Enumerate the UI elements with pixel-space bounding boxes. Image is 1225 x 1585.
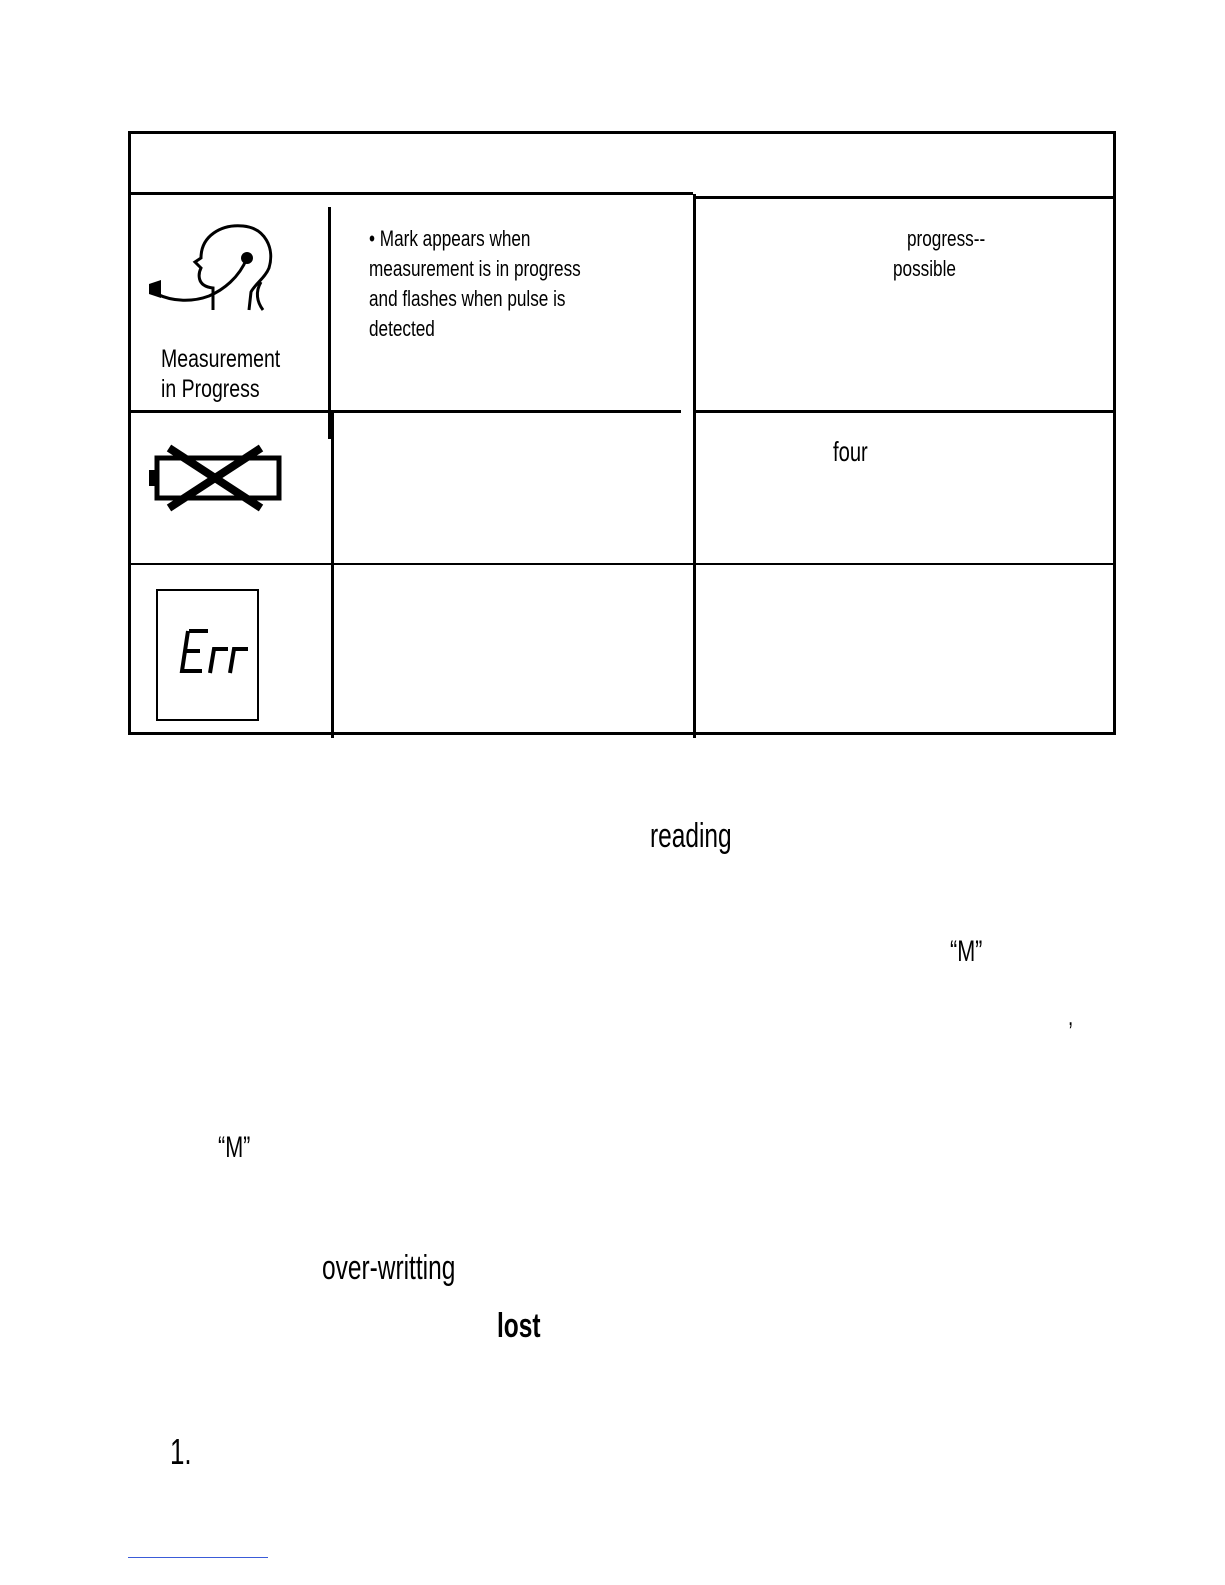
battery-low-icon <box>147 444 287 514</box>
measurement-label-line1: Measurement <box>161 345 281 373</box>
col-divider-1-top <box>328 207 331 439</box>
footer-link-line[interactable] <box>128 1557 268 1558</box>
word-over-writting: over-writting <box>322 1249 456 1287</box>
row1-description-line2: measurement is in progress <box>369 256 581 281</box>
row-separator-1-left <box>131 410 681 413</box>
word-lost: lost <box>497 1307 541 1345</box>
word-reading: reading <box>650 817 732 855</box>
step-number: 1. <box>170 1431 192 1472</box>
row1-description-line3: and flashes when pulse is <box>369 286 566 311</box>
indicator-table <box>128 131 1116 735</box>
measurement-head-icon <box>143 218 283 318</box>
col-divider-1-bottom <box>331 412 334 738</box>
header-separator-left <box>131 192 693 195</box>
row-separator-1-right <box>695 410 1116 413</box>
measurement-label-line2: in Progress <box>161 375 260 403</box>
m-marker-1: “M” <box>950 935 983 968</box>
error-display-icon <box>156 589 259 721</box>
row1-description-line1: • Mark appears when <box>369 226 531 251</box>
col-divider-2 <box>693 194 696 738</box>
comma-mark: , <box>1068 1001 1074 1031</box>
m-marker-2: “M” <box>218 1131 251 1164</box>
row2-remedy-word: four <box>833 436 868 467</box>
row1-description-line4: detected <box>369 316 435 341</box>
row1-remedy-line2: possible <box>893 256 956 281</box>
row-separator-2 <box>131 563 1116 565</box>
header-separator-right <box>695 196 1116 199</box>
row1-remedy-line1: progress-- <box>907 226 986 251</box>
